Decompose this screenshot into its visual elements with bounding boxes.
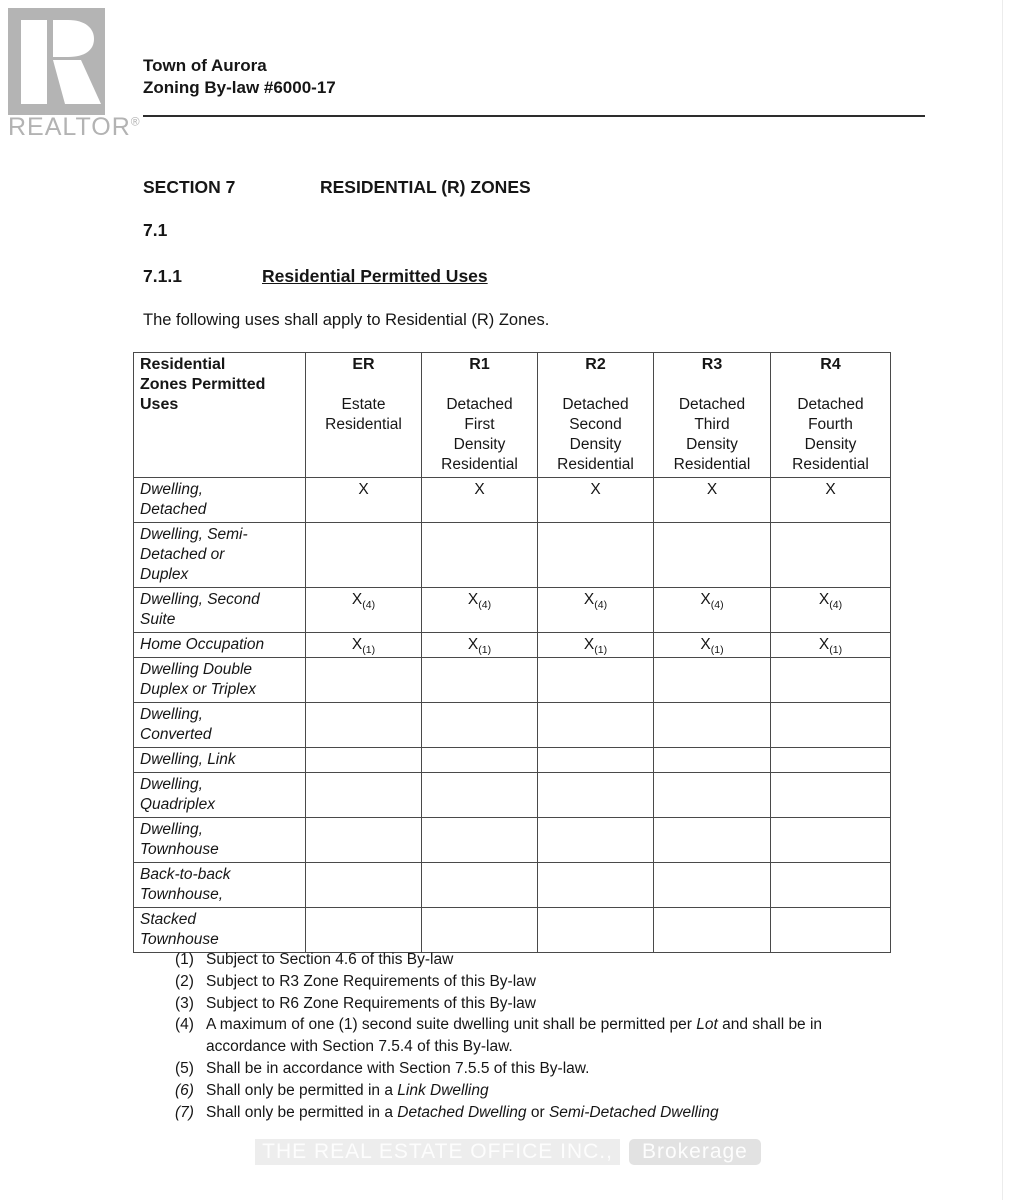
permitted-cell: $X_{(4)}$ <box>306 588 422 633</box>
use-line: Stacked <box>140 911 197 928</box>
footnote-ref: (1) <box>362 644 376 657</box>
page-edge <box>1002 0 1003 1200</box>
watermark-main: THE REAL ESTATE OFFICE INC., <box>255 1139 620 1165</box>
footnote-text <box>206 1014 889 1058</box>
permitted-cell <box>654 658 771 703</box>
corner-header-line: Zones Permitted <box>140 376 266 393</box>
permitted-cell: X <box>306 478 422 523</box>
use-line: Detached or <box>140 546 225 563</box>
subsection-7-1-1 <box>143 266 488 287</box>
footnote <box>175 1014 889 1058</box>
permitted-cell <box>538 748 654 773</box>
doc-header <box>143 55 336 99</box>
permitted-cell <box>306 863 422 908</box>
permitted-cell <box>422 908 538 953</box>
use-cell <box>134 863 306 908</box>
footnote-segment: Semi-Detached Dwelling <box>548 1103 719 1121</box>
zone-name-line: Detached <box>446 396 513 413</box>
use-line: Dwelling, <box>140 706 203 723</box>
permitted-cell <box>306 908 422 953</box>
use-line: Townhouse <box>140 931 219 948</box>
use-line: Dwelling, <box>140 821 203 838</box>
footnote-marker: (1) <box>175 951 194 968</box>
realtor-r-icon <box>8 8 105 115</box>
use-cell <box>134 818 306 863</box>
footnote-text <box>206 1058 889 1080</box>
footnote <box>175 1102 889 1124</box>
zone-name-line: First <box>464 416 495 433</box>
corner-header <box>134 353 306 478</box>
footnote-marker: (2) <box>175 972 194 990</box>
corner-header-line: Residential <box>140 356 226 373</box>
zone-name-line: Detached <box>678 396 746 413</box>
footnote-text <box>206 993 889 1015</box>
zone-name <box>312 395 415 435</box>
permitted-cell <box>771 818 891 863</box>
table-row <box>134 588 891 633</box>
permitted-cell <box>538 908 654 953</box>
table-header-row <box>134 353 891 478</box>
use-line: Townhouse, <box>140 886 224 903</box>
use-cell <box>134 523 306 588</box>
use-line: Quadriplex <box>140 796 215 813</box>
use-line: Home Occupation <box>140 636 265 653</box>
footnote-segment: and shall be in accordance with Section 7.5.4 of this By-law. <box>206 1016 823 1056</box>
footnotes <box>175 949 889 1123</box>
zone-name-line: Fourth <box>808 416 853 433</box>
use-cell <box>134 588 306 633</box>
permitted-cell: $X_{(4)}$ <box>771 588 891 633</box>
permitted-cell <box>771 703 891 748</box>
table-row <box>134 863 891 908</box>
zone-name-line: Residential <box>557 456 634 473</box>
zone-name-line: Density <box>804 436 857 453</box>
subsection-number: 7.1.1 <box>143 266 182 286</box>
subsection-7-1: 7.1 <box>143 220 168 240</box>
zone-name <box>777 395 884 475</box>
permitted-cell <box>654 863 771 908</box>
zone-name-line: Density <box>686 436 738 453</box>
zone-name-line: Detached <box>797 396 864 413</box>
permitted-cell <box>306 703 422 748</box>
use-line: Dwelling, Semi- <box>140 526 248 543</box>
footnote-segment: Detached Dwelling <box>397 1103 527 1121</box>
footnote-segment: Link Dwelling <box>397 1081 489 1099</box>
zone-name-line: Density <box>453 436 506 453</box>
permitted-cell <box>306 818 422 863</box>
section-title: RESIDENTIAL (R) ZONES <box>320 177 531 197</box>
realtor-logo <box>8 8 141 141</box>
zone-code: R1 <box>469 356 490 373</box>
permitted-cell <box>654 703 771 748</box>
footnote-marker: (7) <box>175 1103 194 1121</box>
footnote-segment: Subject to R6 Zone Requirements of this By-law <box>206 994 536 1012</box>
permitted-uses-table <box>133 352 891 953</box>
watermark-badge: Brokerage <box>629 1139 761 1165</box>
footnote-marker: (4) <box>175 1016 194 1034</box>
footnote-marker: (3) <box>175 994 194 1012</box>
table-row <box>134 658 891 703</box>
footnote-ref: (4) <box>710 599 724 612</box>
permitted-cell <box>422 703 538 748</box>
footnote-ref: (1) <box>478 644 492 657</box>
permitted-cell: X <box>771 478 891 523</box>
permitted-cell: $X_{(1)}$ <box>654 633 771 658</box>
use-line: Duplex or Triplex <box>140 681 257 698</box>
table-row <box>134 478 891 523</box>
footnote-marker: (6) <box>175 1081 194 1099</box>
zone-name-line: Detached <box>562 396 629 413</box>
footnote-text <box>206 971 889 993</box>
use-cell <box>134 478 306 523</box>
realtor-wordmark: REALTOR® <box>8 113 141 141</box>
watermark <box>0 1139 1016 1165</box>
use-line: Back-to-back <box>140 866 231 883</box>
permitted-cell <box>654 773 771 818</box>
table-row <box>134 703 891 748</box>
use-cell <box>134 633 306 658</box>
use-line: Townhouse <box>140 841 219 858</box>
footnote-segment: Shall only be permitted in a <box>206 1103 398 1121</box>
permitted-cell: $X_{(1)}$ <box>306 633 422 658</box>
permitted-cell: $X_{(4)}$ <box>538 588 654 633</box>
permitted-cell <box>422 748 538 773</box>
permitted-cell <box>422 818 538 863</box>
permitted-cell <box>538 703 654 748</box>
table-row <box>134 748 891 773</box>
zone-name-line: Estate <box>341 396 386 413</box>
permitted-cell: $X_{(4)}$ <box>654 588 771 633</box>
subsection-title: Residential Permitted Uses <box>262 266 488 286</box>
zone-code: ER <box>352 356 375 373</box>
permitted-cell <box>771 908 891 953</box>
use-line: Dwelling, <box>140 776 203 793</box>
footnote-ref: (4) <box>594 599 608 612</box>
permitted-cell <box>306 748 422 773</box>
use-line: Dwelling, Link <box>140 751 236 768</box>
zone-name-line: Density <box>569 436 622 453</box>
footnote-segment: Lot <box>696 1016 718 1034</box>
zone-code: R3 <box>701 356 723 373</box>
use-cell <box>134 773 306 818</box>
use-line: Duplex <box>140 566 189 583</box>
use-cell <box>134 658 306 703</box>
permitted-cell <box>422 523 538 588</box>
permitted-cell <box>771 748 891 773</box>
permitted-cell <box>422 863 538 908</box>
footnote <box>175 949 889 971</box>
zone-column-header <box>422 353 538 478</box>
footnote <box>175 1058 889 1080</box>
permitted-cell <box>771 658 891 703</box>
permitted-cell <box>771 523 891 588</box>
use-line: Dwelling Double <box>140 661 253 678</box>
use-cell <box>134 748 306 773</box>
zone-name <box>660 395 764 475</box>
section-heading <box>143 177 531 198</box>
footnote-ref: (1) <box>594 644 608 657</box>
footnote-text <box>206 949 889 971</box>
zone-column-header <box>654 353 771 478</box>
footnote <box>175 1080 889 1102</box>
zone-name <box>428 395 531 475</box>
permitted-cell <box>654 523 771 588</box>
doc-subtitle: Zoning By-law #6000-17 <box>143 78 336 97</box>
zone-name-line: Residential <box>673 456 751 473</box>
zone-name-line: Residential <box>792 456 869 473</box>
table-row <box>134 908 891 953</box>
permitted-cell <box>654 908 771 953</box>
permitted-cell <box>538 863 654 908</box>
permitted-cell <box>771 773 891 818</box>
permitted-cell: X <box>422 478 538 523</box>
intro-paragraph: The following uses shall apply to Residential (R) Zones. <box>143 311 550 329</box>
footnote-segment: or <box>526 1103 549 1121</box>
permitted-cell: $X_{(1)}$ <box>538 633 654 658</box>
zone-column-header <box>771 353 891 478</box>
footnote-segment: Subject to R3 Zone Requirements of this By-law <box>206 972 536 990</box>
footnote-marker: (5) <box>175 1059 194 1077</box>
footnote-ref: (4) <box>829 599 843 612</box>
use-cell <box>134 703 306 748</box>
permitted-cell: $X_{(4)}$ <box>422 588 538 633</box>
zone-code: R2 <box>585 356 606 373</box>
footnote-text <box>206 1080 889 1102</box>
doc-title: Town of Aurora <box>143 56 267 75</box>
permitted-cell <box>654 818 771 863</box>
footnote-ref: (4) <box>478 599 492 612</box>
use-line: Detached <box>140 501 207 518</box>
table-row <box>134 773 891 818</box>
section-number: SECTION 7 <box>143 177 236 197</box>
permitted-cell <box>422 773 538 818</box>
table-row <box>134 523 891 588</box>
permitted-cell: X <box>654 478 771 523</box>
zone-code: R4 <box>820 356 841 373</box>
header-rule <box>143 115 925 117</box>
table-row <box>134 818 891 863</box>
permitted-cell <box>538 818 654 863</box>
permitted-cell <box>538 658 654 703</box>
table-row <box>134 633 891 658</box>
footnote-segment: Subject to Section 4.6 of this By-law <box>206 951 454 968</box>
zone-column-header <box>306 353 422 478</box>
use-cell <box>134 908 306 953</box>
zone-name-line: Third <box>694 416 730 433</box>
permitted-cell: X <box>538 478 654 523</box>
footnote-ref: (4) <box>362 599 376 612</box>
footnote-segment: A maximum of one (1) second suite dwelling unit shall be permitted per <box>206 1016 697 1034</box>
permitted-cell: $X_{(1)}$ <box>422 633 538 658</box>
permitted-cell <box>771 863 891 908</box>
permitted-cell <box>306 773 422 818</box>
footnote-ref: (1) <box>829 644 843 657</box>
permitted-cell <box>538 773 654 818</box>
use-line: Dwelling, <box>140 481 203 498</box>
footnote-ref: (1) <box>710 644 724 657</box>
permitted-cell: $X_{(1)}$ <box>771 633 891 658</box>
footnote-segment: Shall only be permitted in a <box>206 1081 398 1099</box>
corner-header-line: Uses <box>140 396 179 413</box>
use-line: Dwelling, Second <box>140 591 260 608</box>
footnote <box>175 993 889 1015</box>
zone-name <box>544 395 647 475</box>
registered-mark: ® <box>130 114 141 129</box>
permitted-cell <box>654 748 771 773</box>
permitted-cell <box>422 658 538 703</box>
zone-name-line: Second <box>569 416 622 433</box>
use-line: Converted <box>140 726 212 743</box>
footnote-segment: Shall be in accordance with Section 7.5.5 of this By-law. <box>206 1059 590 1077</box>
permitted-cell <box>306 523 422 588</box>
zone-name-line: Residential <box>441 456 518 473</box>
permitted-cell <box>538 523 654 588</box>
zone-column-header <box>538 353 654 478</box>
footnote-text <box>206 1102 889 1124</box>
permitted-cell <box>306 658 422 703</box>
use-line: Suite <box>140 611 176 628</box>
footnote <box>175 971 889 993</box>
zone-name-line: Residential <box>325 416 402 433</box>
